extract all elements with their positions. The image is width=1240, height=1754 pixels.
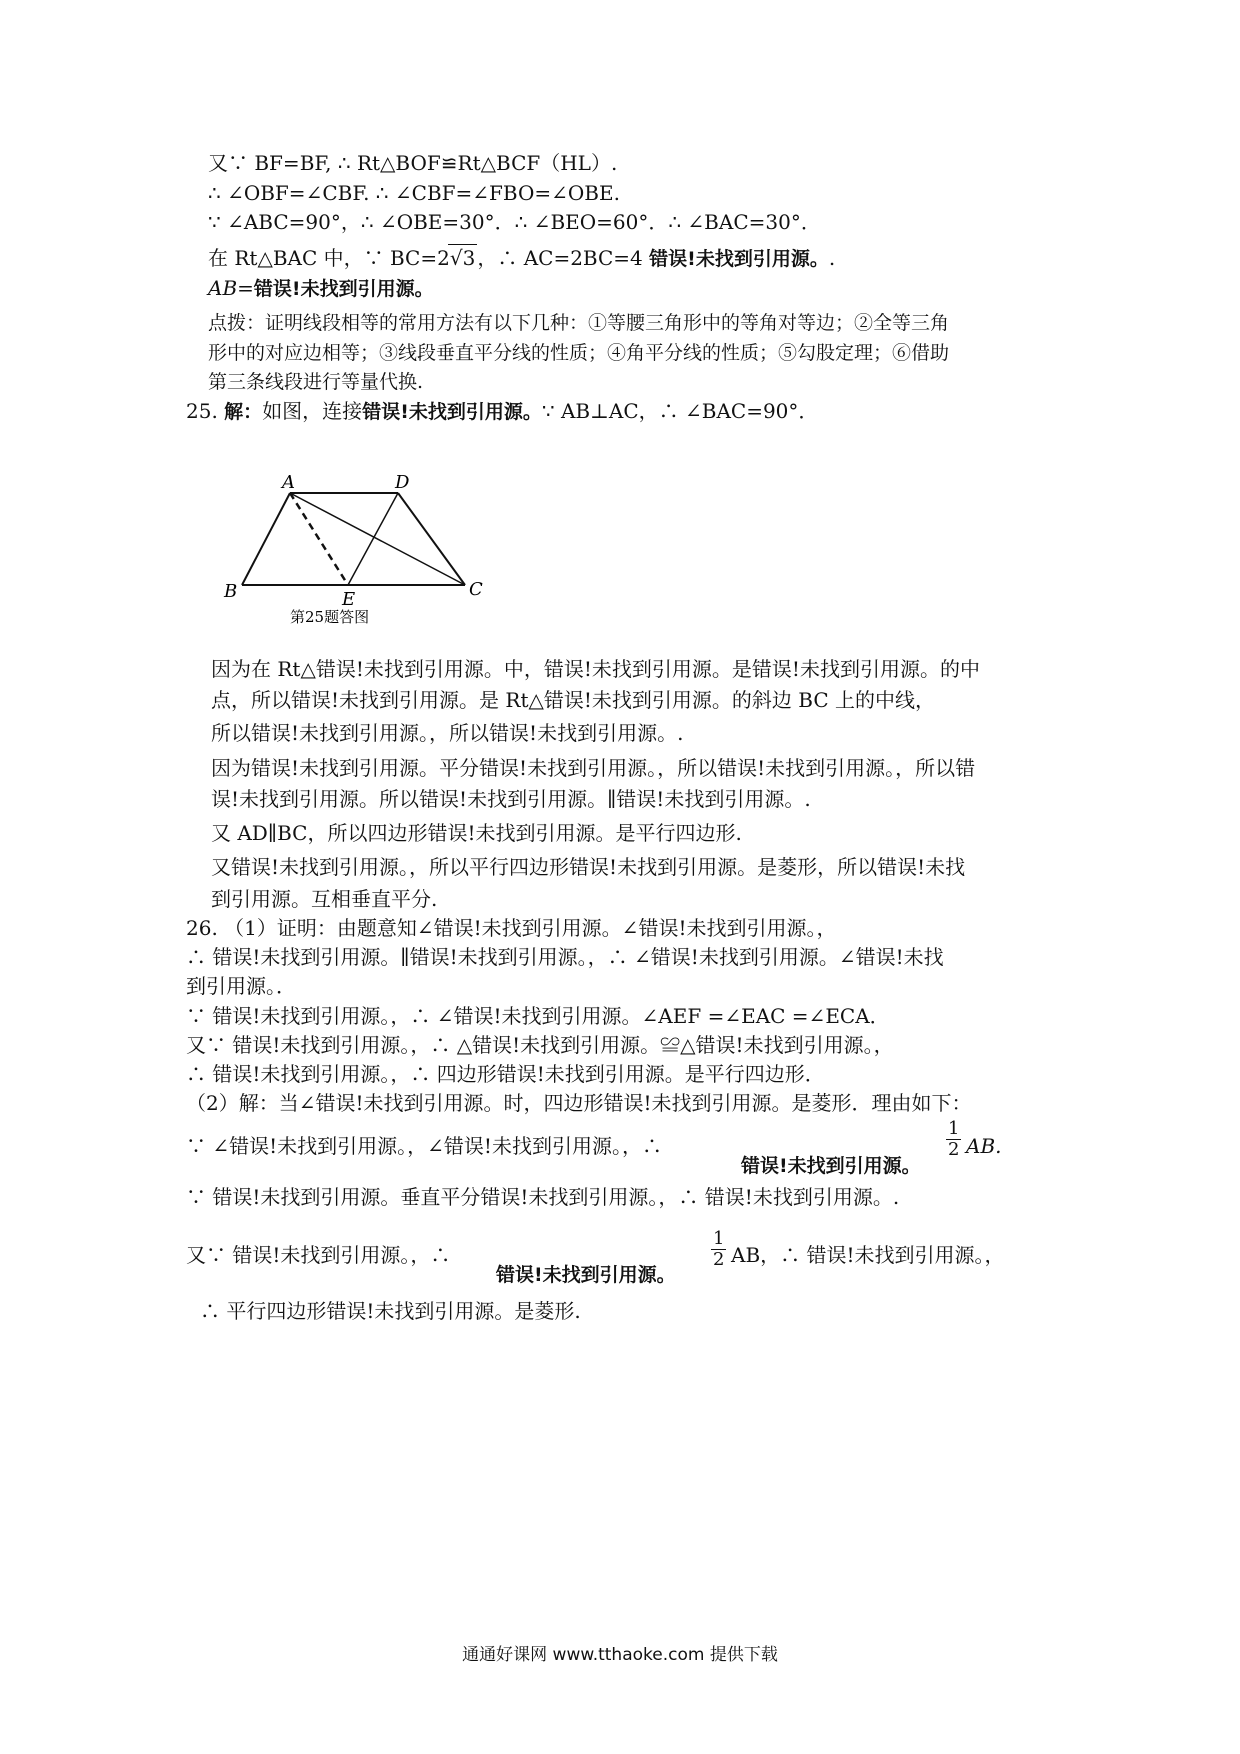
q25-proof-8: 到引用源。互相垂直平分. <box>211 887 438 911</box>
q25-proof-2: 点，所以错误!未找到引用源。是 Rt△错误!未找到引用源。的斜边 BC 上的中线， <box>211 688 935 712</box>
q25-number: 25. <box>186 399 225 423</box>
q25-solution-label: 解： <box>224 401 263 423</box>
q26-line-8-sub: 错误!未找到引用源。 <box>741 1155 921 1177</box>
q26-line-11: ∴ 平行四边形错误!未找到引用源。是菱形. <box>200 1299 581 1323</box>
q26-line-10-ab: AB，∴ 错误!未找到引用源。， <box>731 1243 1005 1267</box>
sqrt-value: 3 <box>462 246 476 270</box>
segment-AB <box>242 493 290 585</box>
q26-line-10-sub: 错误!未找到引用源。 <box>496 1264 676 1286</box>
q25-proof-6: 又 AD∥BC，所以四边形错误!未找到引用源。是平行四边形. <box>211 821 742 845</box>
fraction-denominator: 2 <box>948 1139 960 1160</box>
line-1: 又∵ BF=BF, ∴ Rt△BOF≌Rt△BCF（HL）. <box>208 151 618 175</box>
q25-text-b: ∵ AB⊥AC，∴ ∠BAC=90°． <box>541 399 819 423</box>
line-4 <box>208 244 835 272</box>
line-5-ab: AB= <box>208 276 254 300</box>
line-3: ∵ ∠ABC=90°，∴ ∠OBE=30°．∴ ∠BEO=60°．∴ ∠BAC=30°． <box>208 210 821 234</box>
line-5 <box>208 275 434 302</box>
fraction-half-2 <box>711 1229 726 1270</box>
segment-AE-dashed <box>290 493 348 585</box>
line-2: ∴ ∠OBF=∠CBF. ∴ ∠CBF=∠FBO=∠OBE. <box>208 181 620 205</box>
error-ref: 错误!未找到引用源。 <box>253 278 434 300</box>
line-4-text: 在 Rt△BAC 中，∵ BC=2 <box>208 246 450 270</box>
line-4-end: . <box>828 246 836 270</box>
q25-proof-5: 误!未找到引用源。所以错误!未找到引用源。∥错误!未找到引用源。. <box>211 787 811 811</box>
q26-line-5: 又∵ 错误!未找到引用源。，∴ △错误!未找到引用源。≌△错误!未找到引用源。， <box>186 1033 894 1057</box>
hint-line-3: 第三条线段进行等量代换. <box>208 371 424 393</box>
line-4-text-b: ，∴ AC=2BC=4 <box>477 246 643 270</box>
footer-text: 通通好课网 www.tthaoke.com 提供下载 <box>462 1645 778 1665</box>
point-label-E: E <box>342 589 356 610</box>
error-ref: 错误!未找到引用源。 <box>362 401 542 423</box>
segment-AC <box>290 493 465 585</box>
point-label-C: C <box>469 579 483 600</box>
q26-line-1: 26. （1）证明：由题意知∠错误!未找到引用源。∠错误!未找到引用源。， <box>186 916 837 940</box>
sqrt-3: √3 <box>449 246 476 270</box>
hint-line-2: 形中的对应边相等；③线段垂直平分线的性质；④角平分线的性质；⑤勾股定理；⑥借助 <box>208 342 950 364</box>
q26-line-8: ∵ ∠错误!未找到引用源。，∠错误!未找到引用源。，∴ <box>186 1134 662 1158</box>
fraction-half <box>946 1119 961 1160</box>
error-ref: 错误!未找到引用源。 <box>649 248 829 270</box>
q25-figure <box>220 470 500 630</box>
figure-caption: 第25题答图 <box>290 608 370 626</box>
fraction-numerator: 1 <box>948 1118 960 1139</box>
q26-line-9: ∵ 错误!未找到引用源。垂直平分错误!未找到引用源。，∴ 错误!未找到引用源。. <box>186 1185 900 1209</box>
q26-line-3: 到引用源。． <box>186 974 296 998</box>
q25-proof-3: 所以错误!未找到引用源。，所以错误!未找到引用源。. <box>211 721 684 745</box>
point-label-B: B <box>224 581 238 602</box>
segment-DE <box>348 493 398 585</box>
q26-line-6: ∴ 错误!未找到引用源。，∴ 四边形错误!未找到引用源。是平行四边形． <box>186 1062 825 1086</box>
q25-text: 如图，连接 <box>262 399 363 423</box>
q26-line-4: ∵ 错误!未找到引用源。，∴ ∠错误!未找到引用源。∠AEF =∠EAC =∠ECA． <box>186 1004 890 1028</box>
q25-line <box>186 398 818 425</box>
q25-proof-1: 因为在 Rt△错误!未找到引用源。中，错误!未找到引用源。是错误!未找到引用源。的中 <box>211 657 980 681</box>
q26-line-10: 又∵ 错误!未找到引用源。，∴ <box>186 1243 451 1267</box>
q26-line-2: ∴ 错误!未找到引用源。∥错误!未找到引用源。，∴ ∠错误!未找到引用源。∠错误!未找 <box>186 945 944 969</box>
q26-line-8-ab: AB. <box>966 1134 1002 1158</box>
q26-line-7: （2）解：当∠错误!未找到引用源。时，四边形错误!未找到引用源。是菱形．理由如下： <box>186 1091 972 1115</box>
fraction-numerator: 1 <box>713 1228 725 1249</box>
q25-proof-7: 又错误!未找到引用源。，所以平行四边形错误!未找到引用源。是菱形，所以错误!未找 <box>211 855 966 879</box>
hint-line-1: 点拨：证明线段相等的常用方法有以下几种：①等腰三角形中的等角对等边；②全等三角 <box>208 312 950 334</box>
point-label-D: D <box>395 472 410 493</box>
fraction-denominator: 2 <box>713 1249 725 1270</box>
segment-DC <box>398 493 465 585</box>
point-label-A: A <box>282 472 295 493</box>
q25-proof-4: 因为错误!未找到引用源。平分错误!未找到引用源。，所以错误!未找到引用源。，所以错 <box>211 756 976 780</box>
